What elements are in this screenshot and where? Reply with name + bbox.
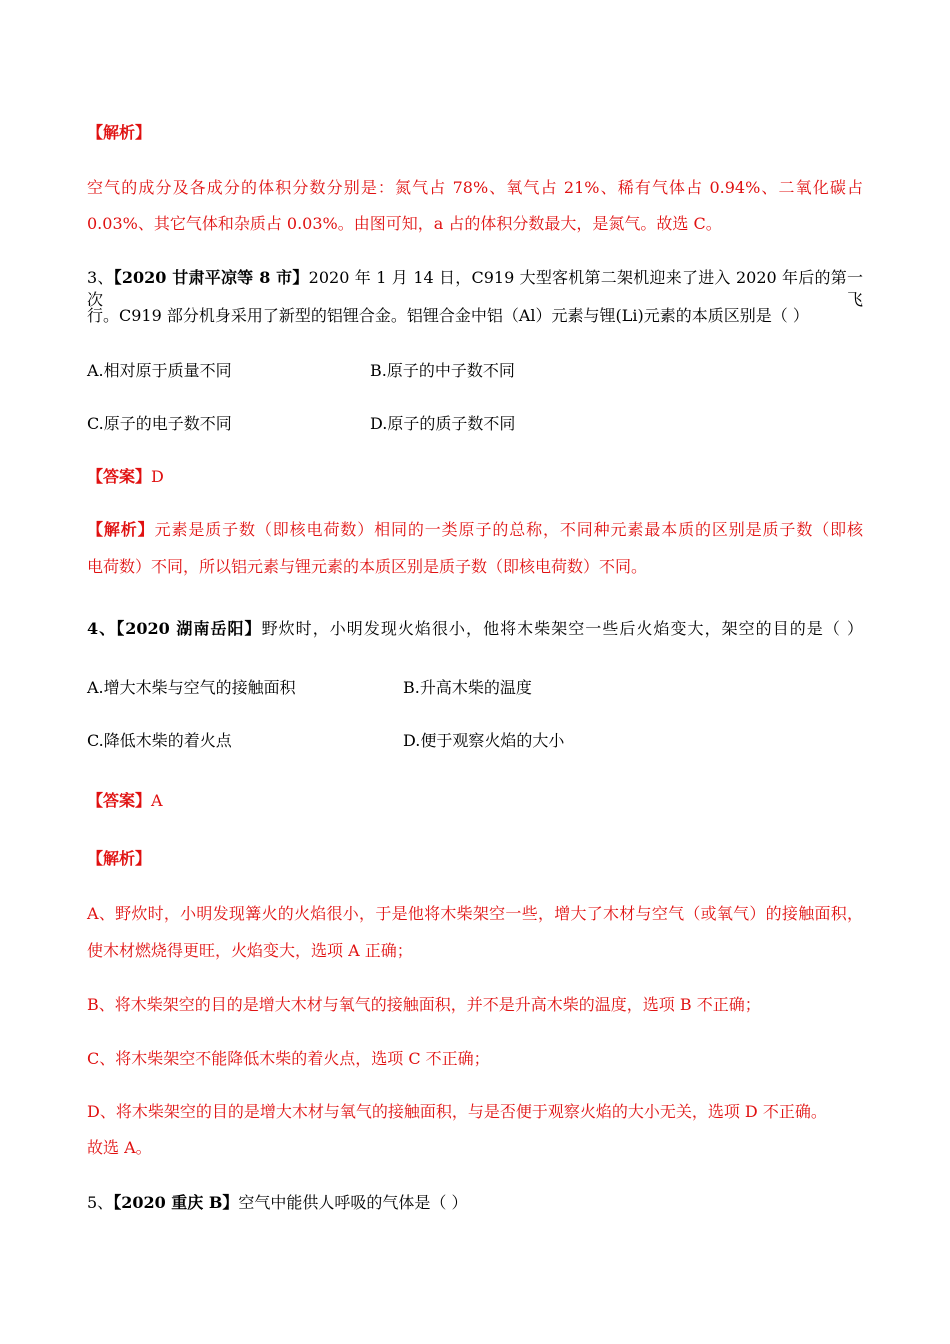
q3-analysis-line1 (87, 519, 863, 541)
q4-analysis-a-line1: A、野炊时，小明发现篝火的火焰很小，于是他将木柴架空一些，增大了木材与空气（或氧气）的接触面积， (87, 904, 863, 923)
q5-source: 【2020 重庆 B】 (113, 1193, 239, 1212)
q4-stem-line1 (87, 618, 863, 640)
q3-answer-label: 【答案】 (87, 467, 152, 486)
q4-analysis-b: B、将木柴架空的目的是增大木材与氧气的接触面积，并不是升高木柴的温度，选项 B 不正确； (87, 995, 761, 1014)
q4-number: 4、 (87, 619, 117, 638)
q4-option-d: D.便于观察火焰的大小 (403, 731, 565, 750)
q3-source: 【2020 甘肃平凉等 8 市】 (113, 268, 309, 287)
q4-analysis-c: C、将木柴架空不能降低木柴的着火点，选项 C 不正确； (87, 1049, 490, 1068)
q2-analysis-label: 【解析】 (87, 123, 152, 142)
q5-stem-text: 空气中能供人呼吸的气体是（ ） (238, 1193, 468, 1212)
q5-stem-line1 (87, 1192, 467, 1214)
q5-number: 5、 (87, 1193, 114, 1212)
q4-analysis-a-line2: 使木材燃烧得更旺，火焰变大，选项 A 正确； (87, 941, 413, 960)
q2-analysis-line1: 空气的成分及各成分的体积分数分别是：氮气占 78%、氧气占 21%、稀有气体占 0.94%、二氧化碳占 (87, 178, 863, 197)
q2-analysis-line2: 0.03%、其它气体和杂质占 0.03%。由图可知，a 占的体积分数最大，是氮气。故选 C。 (87, 214, 722, 233)
q4-source: 【2020 湖南岳阳】 (116, 619, 262, 638)
q4-answer (87, 790, 163, 812)
q4-analysis-d-line2: 故选 A。 (87, 1138, 152, 1157)
q4-analysis-label: 【解析】 (87, 849, 152, 868)
q3-answer (87, 466, 164, 488)
q3-number: 3、 (87, 268, 114, 287)
q4-answer-value: A (151, 791, 163, 810)
q3-answer-value: D (151, 467, 164, 486)
q3-stem-text: 2020 年 1 月 14 日，C919 大型客机第二架机迎来了进入 2020 年后的第一次飞 (87, 268, 863, 309)
q3-option-a: A.相对原于质量不同 (87, 361, 232, 380)
q4-option-a: A.增大木柴与空气的接触面积 (87, 678, 296, 697)
q3-analysis-line2: 电荷数）不同，所以铝元素与锂元素的本质区别是质子数（即核电荷数）不同。 (87, 557, 648, 576)
q3-option-b: B.原子的中子数不同 (370, 361, 515, 380)
q4-analysis-d-line1: D、将木柴架空的目的是增大木材与氧气的接触面积，与是否便于观察火焰的大小无关，选项 D 不正确。 (87, 1102, 827, 1121)
q4-option-c: C.降低木柴的着火点 (87, 731, 232, 750)
q3-option-d: D.原子的质子数不同 (370, 414, 516, 433)
q3-option-c: C.原子的电子数不同 (87, 414, 232, 433)
q4-stem-text: 野炊时，小明发现火焰很小，他将木柴架空一些后火焰变大，架空的目的是（ ） (261, 619, 863, 638)
q3-analysis-text: 元素是质子数（即核电荷数）相同的一类原子的总称，不同种元素最本质的区别是质子数（即核 (154, 520, 863, 539)
q3-stem-line2: 行。C919 部分机身采用了新型的铝锂合金。铝锂合金中铝（Al）元素与锂(Li)元素的本质区别是（ ） (87, 306, 809, 325)
q4-option-b: B.升高木柴的温度 (403, 678, 532, 697)
q3-analysis-label: 【解析】 (87, 520, 155, 539)
q4-answer-label: 【答案】 (87, 791, 152, 810)
